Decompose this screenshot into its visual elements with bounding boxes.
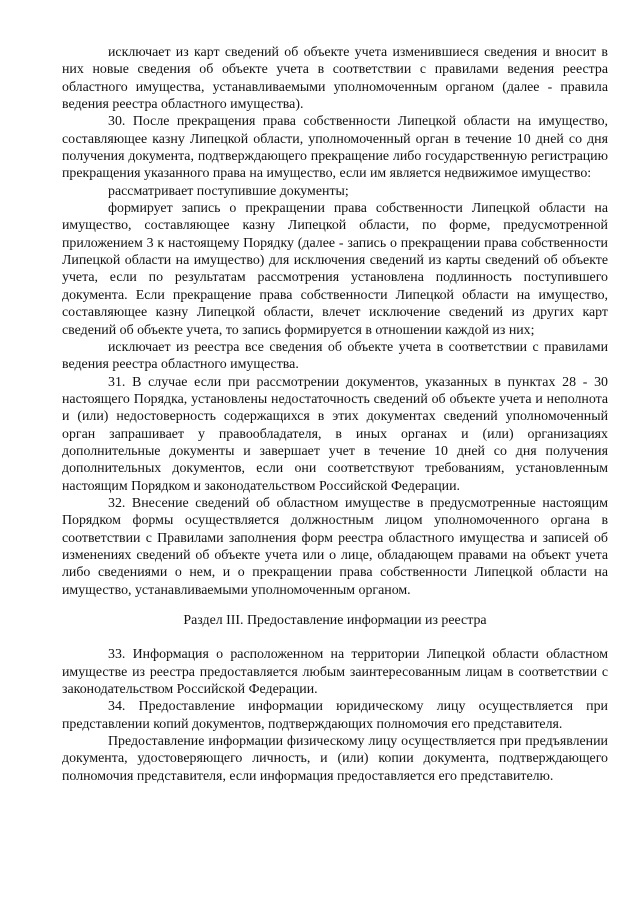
paragraph-exclude-from-registry: исключает из реестра все сведения об объекте учета в соответствии с правилами ведения реестра областного имущества. <box>62 339 608 373</box>
paragraph-review-documents: рассматривает поступившие документы; <box>108 183 349 199</box>
section-heading: Раздел III. Предоставление информации из реестра <box>183 613 487 628</box>
paragraph-individual-info: Предоставление информации физическому лицу осуществляется при предъявлении документа, удостоверяющего личность, и (или) копии документа, подтверждающего полномочия представителя, если информация предоставляется его представителю. <box>62 734 608 784</box>
paragraph-item-34: 34. Предоставление информации юридическому лицу осуществляется при представлении копий документов, подтверждающих полномочия его представителя. <box>62 699 608 732</box>
paragraph-exclude-changed-info: исключает из карт сведений об объекте учета изменившиеся сведения и вносит в них новые сведения об объекте учета в соответствии с правилами ведения реестра областного имущества, устанавливаемыми уполномоченным органом (далее - правила ведения реестра областного имущества). <box>62 45 608 113</box>
paragraph-item-32: 32. Внесение сведений об областном имуществе в предусмотренные настоящим Порядком формы осуществляется должностным лицом уполномоченного органа в соответствии с Правилами заполнения форм реестра областного имущества и записей об изменениях сведений об объекте учета или о лице, обладающем правами на объект учета либо сведениями о нем, и о прекращении права собственности Липецкой области на имущество, устанавливаемыми уполномоченным органом. <box>62 495 608 598</box>
paragraph-item-33: 33. Информация о расположенном на территории Липецкой области областном имуществе из реестра предоставляется любым заинтересованным лицам в соответствии с законодательством Российской Федерации. <box>62 647 608 698</box>
paragraph-item-31: 31. В случае если при рассмотрении документов, указанных в пунктах 28 - 30 настоящего Порядка, установлены недостаточность сведений об объекте учета и неполнота и (или) недостоверность содержащихся в этих документах сведений уполномоченный орган запрашивает у правообладателя, в иных органах и (или) организациях дополнительные документы и завершает учет в течение 10 дней со дня получения дополнительных документов, если они соответствуют требованиям, установленным настоящим Порядком и законодательством Российской Федерации. <box>62 374 608 494</box>
paragraph-form-termination-record: формирует запись о прекращении права собственности Липецкой области на имущество, составляющее казну Липецкой области, по форме, предусмотренной приложением 3 к настоящему Порядку (далее - запись о прекращении права собственности Липецкой области на имущество) для исключения сведений из карты сведений об объекте учета, если по результатам рассмотрения установлена подлинность поступившего документа. Если прекращение права собственности Липецкой области на имущество, составляющее казну Липецкой области, влечет исключение сведений из других карт сведений об объекте учета, то запись формируется в отношении каждой из них; <box>62 201 608 338</box>
paragraph-item-30: 30. После прекращения права собственности Липецкой области на имущество, составляющее казну Липецкой области, уполномоченный орган в течение 10 дней со дня получения документа, подтверждающего прекращение либо государственную регистрацию прекращения указанного права на имущество, если им является недвижимое имущество: <box>62 114 608 182</box>
